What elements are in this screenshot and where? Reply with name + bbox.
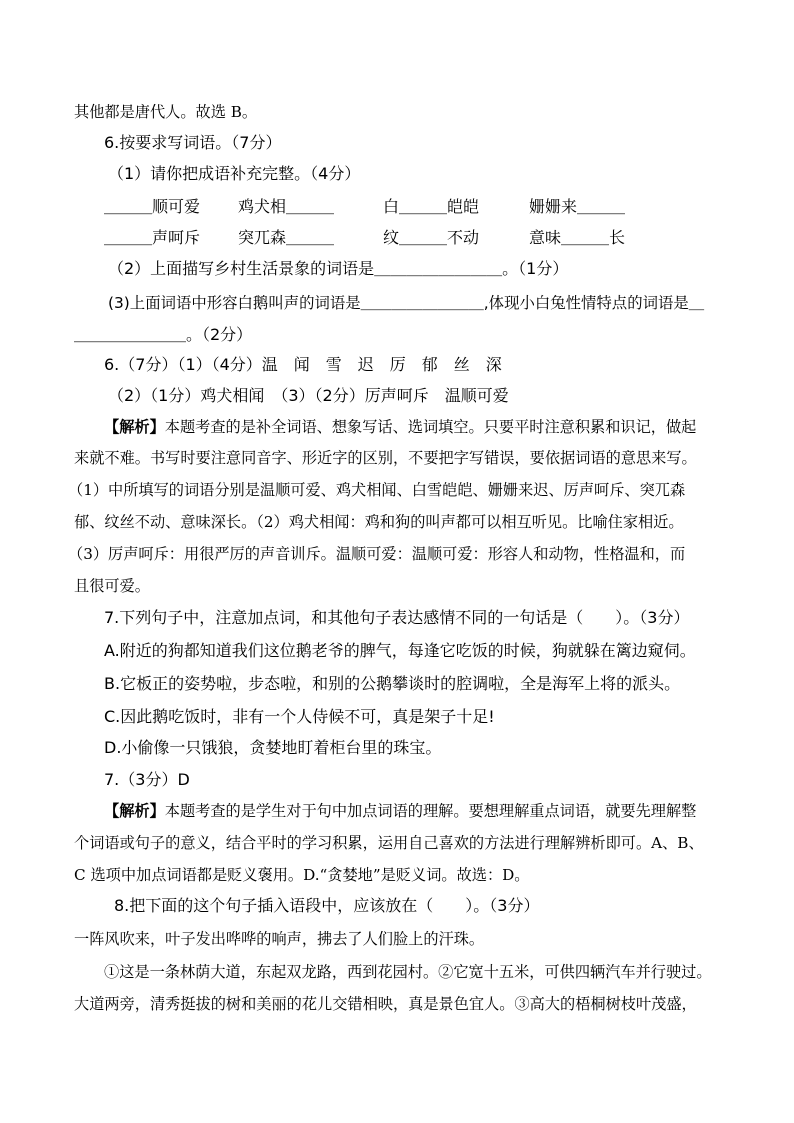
idiom-blank: 突兀森＿＿＿: [238, 228, 335, 247]
question-8-paragraph-line-2: 大道两旁，清秀挺拔的树和美丽的花儿交错相映，真是景色宜人。③高大的梧桐树枝叶茂盛，: [74, 995, 697, 1013]
question-6-title: 6.按要求写词语。（7分）: [104, 133, 282, 152]
question-8-sentence: 一阵风吹来，叶子发出哗哗的响声，拂去了人们脸上的汗珠。: [74, 930, 485, 948]
idiom-blank: 姗姗来＿＿＿: [529, 197, 626, 216]
idiom-blank: 纹＿＿＿不动: [383, 228, 480, 247]
answer-7-analysis-line-2: 个词语或句子的意义，结合平时的学习积累，运用自己喜欢的方法进行理解辨析即可。A、B、: [74, 834, 704, 852]
question-6-sub-3-cont: ＿＿＿＿＿＿＿。（2分）: [74, 325, 253, 344]
answer-tail-line: 其他都是唐代人。故选 B。: [74, 103, 258, 121]
answer-6-analysis-line-3: （1）中所填写的词语分别是温顺可爱、鸡犬相闻、白雪皑皑、姗姗来迟、厉声呵斥、突兀森: [68, 481, 686, 499]
answer-7-line: 7.（3分）D: [104, 770, 190, 789]
question-7-option-b: B.它板正的姿势啦，步态啦，和别的公鹅攀谈时的腔调啦，全是海军上将的派头。: [104, 674, 681, 693]
analysis-text: 本题考查的是学生对于句中加点词语的理解。要想理解重点词语，就要先理解整: [164, 802, 697, 820]
idiom-blank: ＿＿＿声呵斥: [104, 228, 201, 247]
analysis-text: 本题考查的是补全词语、想象写话、选词填空。只要平时注意积累和识记，做起: [164, 418, 697, 436]
question-6-sub-2: （2）上面描写乡村生活景象的词语是＿＿＿＿＿＿＿＿。（1分）: [108, 259, 569, 278]
idiom-blank: 鸡犬相＿＿＿: [238, 197, 335, 216]
answer-7-analysis-line-1: [104, 800, 696, 822]
answer-6-analysis-line-4: 郁、纹丝不动、意味深长。（2）鸡犬相闻：鸡和狗的叫声都可以相互听见。比喻住家相近。: [74, 513, 684, 531]
idiom-blank: 白＿＿＿皑皑: [383, 197, 480, 216]
idiom-blank: ＿＿＿顺可爱: [104, 197, 201, 216]
answer-6-line-1: 6.（7分）（1）（4分）温 闻 雪 迟 厉 郁 丝 深: [104, 355, 502, 374]
analysis-label: 【解析】: [104, 418, 165, 436]
analysis-label: 【解析】: [104, 802, 165, 820]
question-7-option-d: D.小偷像一只饿狼，贪婪地盯着柜台里的珠宝。: [104, 738, 442, 757]
answer-6-analysis-line-6: 且很可爱。: [74, 577, 150, 595]
question-6-sub-3: (3)上面词语中形容白鹅叫声的词语是＿＿＿＿＿＿＿＿,体现小白兔性情特点的词语是＿: [108, 294, 705, 312]
answer-6-analysis-line-2: 来就不难。书写时要注意同音字、形近字的区别，不要把字写错误，要依据词语的意思来写。: [74, 449, 697, 467]
idiom-blank: 意味＿＿＿长: [529, 228, 626, 247]
question-6-sub-1: （1）请你把成语补充完整。（4分）: [108, 164, 361, 183]
question-8-paragraph-line-1: ①这是一条林荫大道，东起双龙路，西到花园村。②它宽十五米，可供四辆汽车并行驶过。: [104, 963, 712, 981]
answer-6-analysis-line-1: [104, 416, 696, 438]
question-8-title: 8.把下面的这个句子插入语段中，应该放在（ ）。（3分）: [114, 896, 540, 915]
answer-6-line-2: （2）（1分）鸡犬相闻 （3）（2分）厉声呵斥 温顺可爱: [108, 386, 509, 405]
question-7-option-c: C.因此鹅吃饭时，非有一个人侍候不可，真是架子十足!: [104, 707, 495, 726]
question-7-option-a: A.附近的狗都知道我们这位鹅老爷的脾气，每逢它吃饭的时候，狗就躲在篱边窥伺。: [104, 641, 696, 660]
answer-6-analysis-line-5: （3）厉声呵斥：用很严厉的声音训斥。温顺可爱：温顺可爱：形容人和动物，性格温和，而: [68, 545, 686, 563]
answer-7-analysis-line-3: C 选项中加点词语都是贬义褒用。D.“贪婪地”是贬义词。故选：D。: [74, 866, 530, 884]
question-7-title: 7.下列句子中，注意加点词，和其他句子表达感情不同的一句话是（ ）。（3分）: [104, 608, 690, 627]
